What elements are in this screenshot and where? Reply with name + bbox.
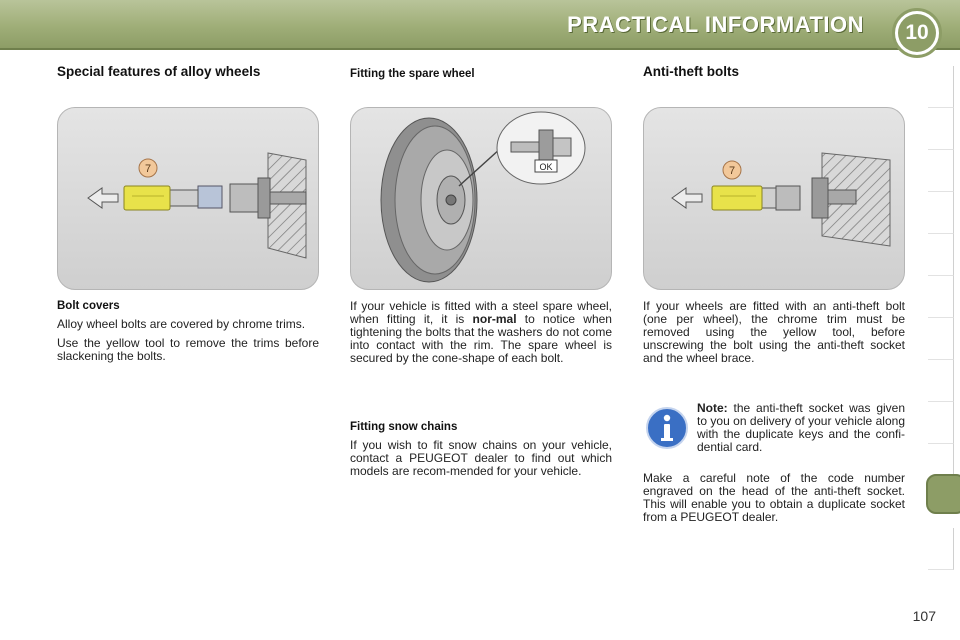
info-icon: [645, 406, 689, 450]
illustration-anti-theft: [643, 107, 905, 290]
chapter-tab[interactable]: [928, 234, 954, 276]
chapter-tab[interactable]: [928, 318, 954, 360]
callout-number: 7: [728, 165, 736, 177]
callout-number: 7: [144, 163, 152, 175]
text-spare-wheel: [350, 300, 612, 371]
text-anti-theft: [643, 300, 905, 371]
chapter-tab[interactable]: [928, 66, 954, 108]
column-spare-wheel: [350, 64, 612, 85]
note-box: [643, 402, 905, 454]
page-title: PRACTICAL INFORMATION: [567, 12, 864, 37]
chapter-tab[interactable]: [928, 192, 954, 234]
illustration-bolt-cover: [57, 107, 319, 290]
heading-spare-wheel: Fitting the spare wheel: [350, 68, 475, 80]
column-alloy-wheels: [57, 64, 319, 79]
paragraph: Make a careful note of the code number engraved on the head of the anti-theft socket. This will enable you to obtain a duplicate socket from a PEUGEOT dealer.: [643, 471, 905, 524]
chapter-badge: [892, 8, 942, 58]
text-code-number: [643, 472, 905, 530]
paragraph: [350, 300, 612, 365]
chapter-tab[interactable]: [928, 402, 954, 444]
chapter-number: 10: [898, 14, 936, 52]
chapter-tab[interactable]: [928, 150, 954, 192]
chapter-tab[interactable]: [928, 360, 954, 402]
chapter-tab[interactable]: [928, 528, 954, 570]
text-span: If your vehicle is fitted with a steel spare wheel, when fitting it, it is: [350, 299, 612, 326]
paragraph: If you wish to fit snow chains on your vehicle, contact a PEUGEOT dealer to find out which models are recom-mended for your vehicle.: [350, 438, 612, 478]
text-bolt-covers: [57, 300, 319, 369]
chapter-tab[interactable]: [928, 276, 954, 318]
text-span: the anti-theft socket was given to you on delivery of your vehicle along with the duplicate keys and the confi-dential card.: [697, 401, 906, 454]
illustration-spare-wheel: [350, 107, 612, 290]
subheading-snow-chains: Fitting snow chains: [350, 421, 458, 433]
heading-alloy-wheels: Special features of alloy wheels: [57, 64, 261, 79]
text-span: to notice when tightening the bolts that the washers do not come into contact with the rim. The spare wheel is secured by the cone-shape of each bolt.: [350, 312, 612, 365]
header-rule: [0, 48, 960, 50]
paragraph: Use the yellow tool to remove the trims before slackening the bolts.: [57, 336, 319, 363]
note-text: [697, 402, 905, 454]
subheading-bolt-covers: Bolt covers: [57, 300, 120, 312]
heading-anti-theft: Anti-theft bolts: [643, 64, 739, 79]
note-label: Note:: [697, 401, 728, 415]
chapter-tab-active[interactable]: [926, 474, 960, 514]
bold-term: nor-mal: [472, 312, 517, 326]
text-snow-chains: [350, 421, 612, 484]
paragraph: Alloy wheel bolts are covered by chrome trims.: [57, 317, 306, 331]
page-number: 107: [912, 608, 936, 624]
column-anti-theft: [643, 64, 905, 79]
paragraph: If your wheels are fitted with an anti-theft bolt (one per wheel), the chrome trim must be removed using the yellow tool, before unscrewing the bolt using the anti-theft socket and the wheel brace.: [643, 299, 905, 365]
ok-label: OK: [539, 162, 553, 172]
chapter-tab[interactable]: [928, 108, 954, 150]
